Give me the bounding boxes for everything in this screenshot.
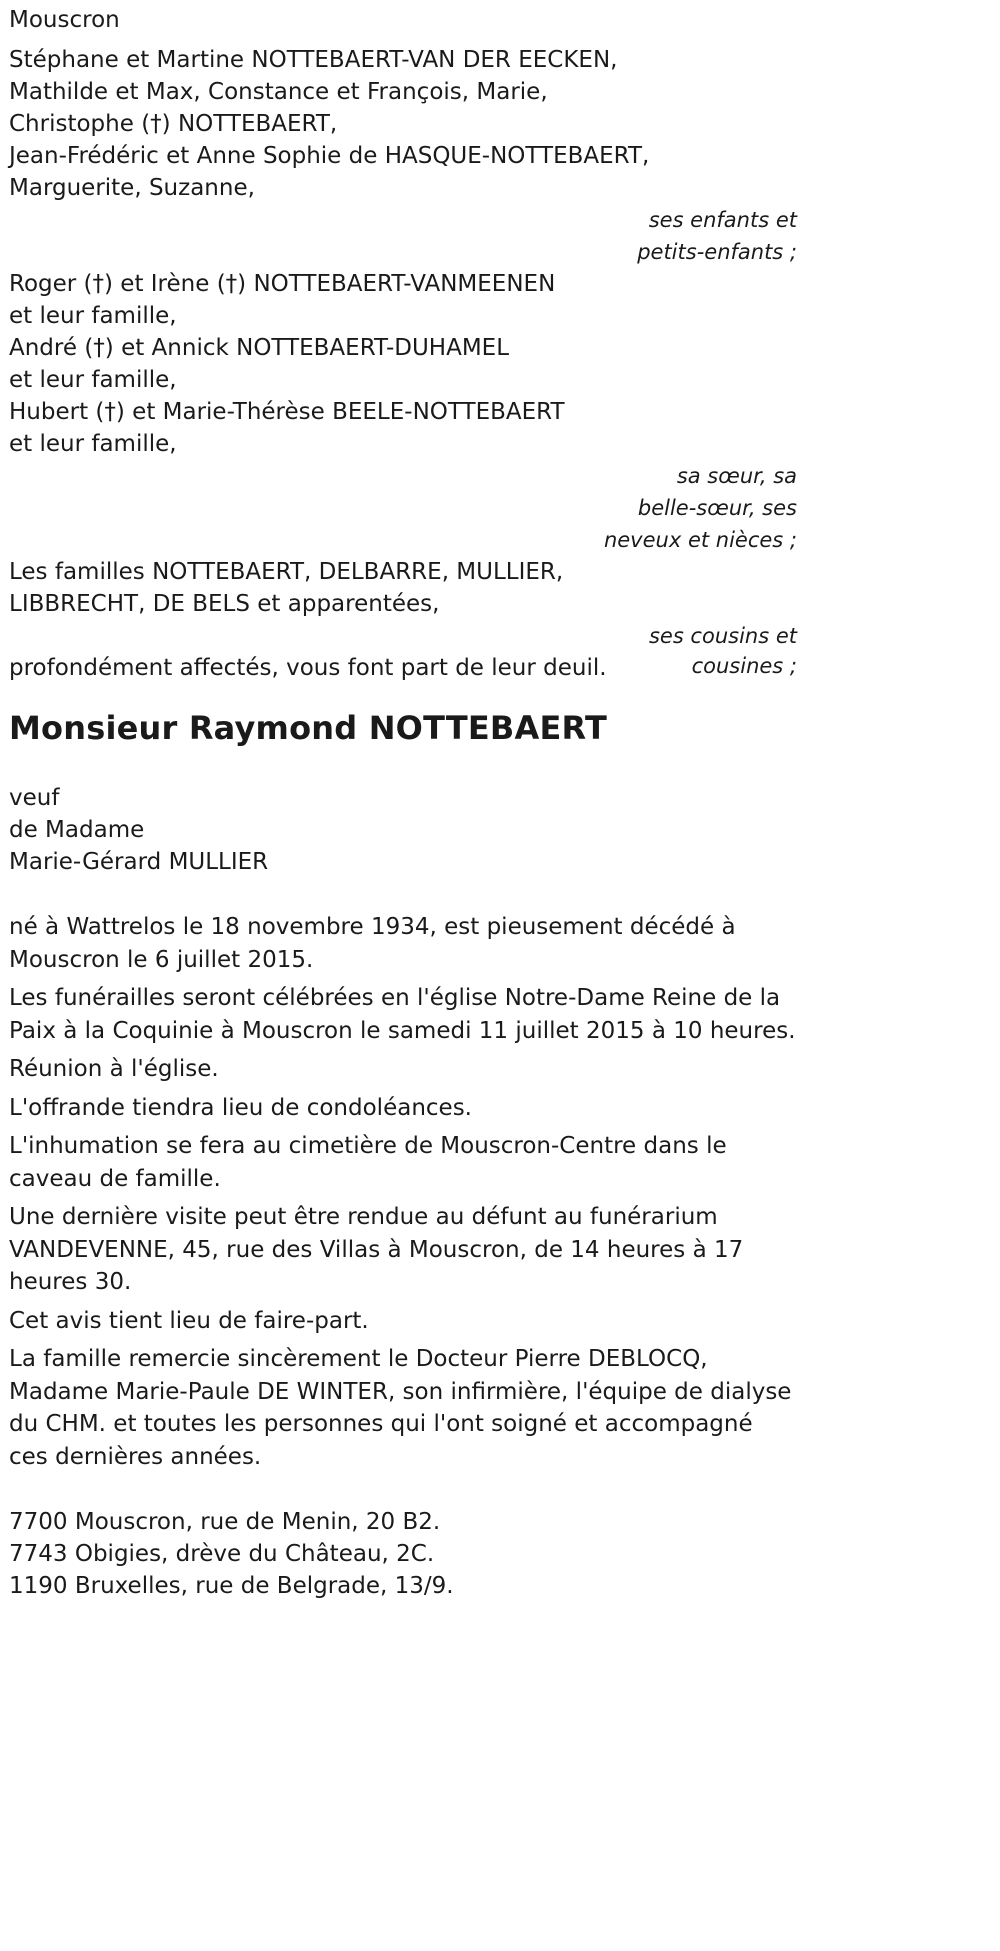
- sibling-line: et leur famille,: [9, 303, 177, 329]
- sibling-line: et leur famille,: [9, 367, 177, 393]
- family-block-cousins: [9, 556, 797, 684]
- spouse-block: [9, 782, 797, 878]
- sibling-line: et leur famille,: [9, 431, 177, 457]
- family-line: Christophe (†) NOTTEBAERT,: [9, 111, 338, 137]
- family-line: Stéphane et Martine NOTTEBAERT-VAN DER EECKEN,: [9, 47, 618, 73]
- address-line: 7743 Obigies, drève du Château, 2C.: [9, 1541, 435, 1567]
- role-line: petits-enfants ;: [637, 240, 797, 264]
- sibling-line: Roger (†) et Irène (†) NOTTEBAERT-VANMEENEN: [9, 271, 556, 297]
- visit-paragraph: Une dernière visite peut être rendue au défunt au funérarium VANDEVENNE, 45, rue des Villas à Mouscron, de 14 heures à 17 heures 30.: [9, 1204, 744, 1295]
- address-line: 1190 Bruxelles, rue de Belgrade, 13/9.: [9, 1573, 454, 1599]
- role-siblings: [537, 460, 797, 556]
- deceased-name: Monsieur Raymond NOTTEBAERT: [9, 709, 607, 747]
- affected-row: [9, 652, 797, 684]
- family-line: Mathilde et Max, Constance et François, Marie,: [9, 79, 548, 105]
- obituary-notice: [9, 0, 797, 1602]
- sibling-line: Hubert (†) et Marie-Thérèse BEELE-NOTTEBAERT: [9, 399, 565, 425]
- address-line: 7700 Mouscron, rue de Menin, 20 B2.: [9, 1509, 441, 1535]
- spouse-line: de Madame: [9, 817, 145, 843]
- family-block-siblings: [9, 268, 797, 556]
- role-cousins: [537, 620, 797, 652]
- family-block-children: [9, 44, 797, 268]
- family-line: Jean-Frédéric et Anne Sophie de HASQUE-NOTTEBAERT,: [9, 143, 650, 169]
- role-line: ses enfants et: [648, 208, 797, 232]
- role-line: belle-sœur, ses: [637, 496, 797, 520]
- cousin-line: LIBBRECHT, DE BELS et apparentées,: [9, 591, 440, 617]
- address-block: [9, 1506, 797, 1602]
- family-line: Marguerite, Suzanne,: [9, 175, 255, 201]
- role-children: [537, 204, 797, 268]
- birth-death-paragraph: né à Wattrelos le 18 novembre 1934, est pieusement décédé à Mouscron le 6 juillet 2015.: [9, 914, 736, 973]
- burial-paragraph: L'inhumation se fera au cimetière de Mouscron-Centre dans le caveau de famille.: [9, 1133, 727, 1192]
- place-name: Mouscron: [9, 7, 120, 33]
- role-cousins-end: cousines ;: [691, 654, 797, 678]
- announcement-body: [9, 911, 797, 1473]
- affected-line: profondément affectés, vous font part de leur deuil.: [9, 655, 607, 681]
- cousin-line: Les familles NOTTEBAERT, DELBARRE, MULLIER,: [9, 559, 564, 585]
- spouse-line: veuf: [9, 785, 60, 811]
- meeting-paragraph: Réunion à l'église.: [9, 1056, 219, 1082]
- role-line: sa sœur, sa: [676, 464, 797, 488]
- funeral-paragraph: Les funérailles seront célébrées en l'église Notre-Dame Reine de la Paix à la Coquinie à Mouscron le samedi 11 juillet 2015 à 10 heures.: [9, 985, 796, 1044]
- notice-paragraph: Cet avis tient lieu de faire-part.: [9, 1307, 369, 1334]
- sibling-line: André (†) et Annick NOTTEBAERT-DUHAMEL: [9, 335, 510, 361]
- role-line: neveux et nièces ;: [603, 528, 797, 552]
- offering-paragraph: L'offrande tiendra lieu de condoléances.: [9, 1094, 472, 1121]
- spouse-line: Marie-Gérard MULLIER: [9, 849, 269, 875]
- thanks-paragraph: La famille remercie sincèrement le Docteur Pierre DEBLOCQ, Madame Marie-Paule DE WINTER, son infirmière, l'équipe de dialyse du CHM. et toutes les personnes qui l'ont soigné et accompagné ces dernières années.: [9, 1346, 792, 1470]
- role-line: ses cousins et: [648, 624, 797, 648]
